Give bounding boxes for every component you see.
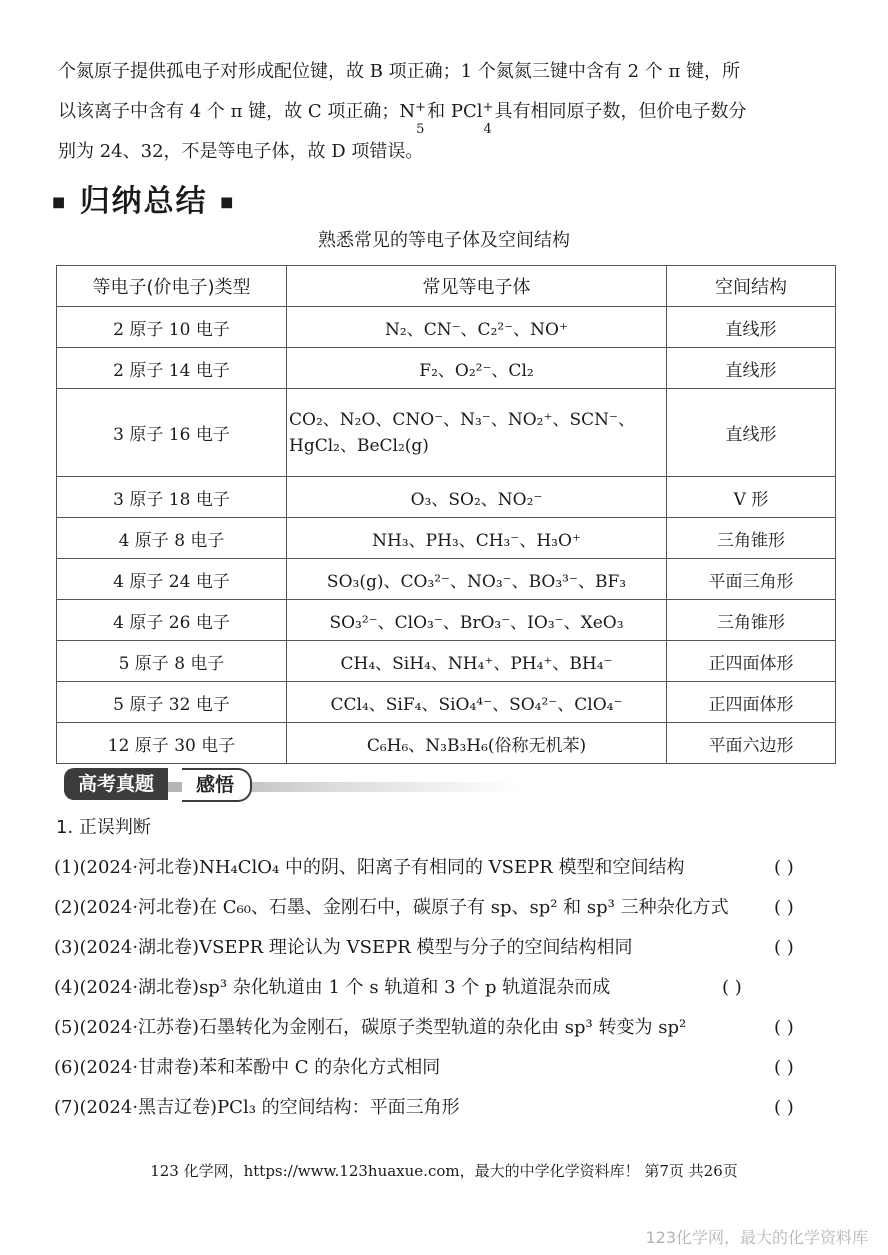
- question-item: [54, 1008, 844, 1048]
- n5-superscript: +: [415, 100, 427, 115]
- shape-cell: 三角锥形: [667, 600, 836, 641]
- shape-cell: 平面六边形: [667, 723, 836, 764]
- banner-left-label: 高考真题: [64, 768, 168, 800]
- table-row: [57, 307, 836, 348]
- shape-cell: 直线形: [667, 307, 836, 348]
- column-header: 等电子(价电子)类型: [57, 266, 287, 307]
- species-cell: SO₃²⁻、ClO₃⁻、BrO₃⁻、IO₃⁻、XeO₃: [287, 600, 667, 641]
- column-header: 空间结构: [667, 266, 836, 307]
- question-text: (5)(2024·江苏卷)石墨转化为金刚石，碳原子类型轨道的杂化由 sp³ 转变为 sp²: [54, 1017, 687, 1038]
- answer-blank[interactable]: ( ): [774, 1057, 794, 1078]
- question-item: [54, 888, 844, 928]
- table-row: [57, 600, 836, 641]
- isoelectronic-table: [56, 265, 836, 764]
- answer-blank[interactable]: ( ): [774, 897, 794, 918]
- n5-charge: [415, 100, 427, 137]
- shape-cell: 直线形: [667, 389, 836, 477]
- square-bullet-icon: ■: [220, 194, 236, 211]
- question-item: [54, 1048, 844, 1088]
- question-item: [54, 928, 844, 968]
- question-text: (1)(2024·河北卷)NH₄ClO₄ 中的阴、阳离子有相同的 VSEPR 模型和空间结构: [54, 857, 685, 878]
- type-cell: 3 原子 16 电子: [57, 389, 287, 477]
- section-heading: [52, 176, 235, 220]
- question-text: (2)(2024·河北卷)在 C₆₀、石墨、金刚石中，碳原子有 sp、sp² 和 sp³ 三种杂化方式: [54, 897, 729, 918]
- intro-line-2-part-c: 具有相同原子数，但价电子数分: [494, 101, 747, 122]
- n5-subscript: 5: [416, 122, 425, 137]
- page-footer: 123 化学网，https://www.123huaxue.com，最大的中学化学资料库！ 第7页 共26页: [150, 1162, 738, 1180]
- question-item: [54, 1088, 844, 1128]
- banner-right-label: 感悟: [182, 768, 252, 802]
- species-cell: CCl₄、SiF₄、SiO₄⁴⁻、SO₄²⁻、ClO₄⁻: [287, 682, 667, 723]
- species-cell: O₃、SO₂、NO₂⁻: [287, 477, 667, 518]
- intro-line-2-part-a: 以该离子中含有 4 个 π 键，故 C 项正确；N: [58, 101, 416, 122]
- shape-cell: 平面三角形: [667, 559, 836, 600]
- type-cell: 2 原子 14 电子: [57, 348, 287, 389]
- table-row: [57, 348, 836, 389]
- table-row: [57, 723, 836, 764]
- intro-line-2-part-b: 和 PCl: [427, 101, 483, 122]
- question-text: (3)(2024·湖北卷)VSEPR 理论认为 VSEPR 模型与分子的空间结构相同: [54, 937, 633, 958]
- shape-cell: 直线形: [667, 348, 836, 389]
- intro-paragraph: [58, 52, 848, 172]
- intro-line-3: 别为 24、32，不是等电子体，故 D 项错误。: [58, 141, 424, 162]
- watermark: 123化学网，最大的化学资料库: [645, 1228, 868, 1247]
- species-cell: N₂、CN⁻、C₂²⁻、NO⁺: [287, 307, 667, 348]
- species-cell: CO₂、N₂O、CNO⁻、N₃⁻、NO₂⁺、SCN⁻、HgCl₂、BeCl₂(g): [287, 389, 667, 477]
- type-cell: 4 原子 24 电子: [57, 559, 287, 600]
- answer-blank[interactable]: ( ): [774, 857, 794, 878]
- pcl4-superscript: +: [482, 100, 494, 115]
- species-cell: SO₃(g)、CO₃²⁻、NO₃⁻、BO₃³⁻、BF₃: [287, 559, 667, 600]
- type-cell: 3 原子 18 电子: [57, 477, 287, 518]
- question-text: (4)(2024·湖北卷)sp³ 杂化轨道由 1 个 s 轨道和 3 个 p 轨道混杂而成: [54, 977, 611, 998]
- shape-cell: V 形: [667, 477, 836, 518]
- species-cell: NH₃、PH₃、CH₃⁻、H₃O⁺: [287, 518, 667, 559]
- shape-cell: 正四面体形: [667, 682, 836, 723]
- intro-line-2: [58, 92, 848, 137]
- answer-blank[interactable]: ( ): [774, 1097, 794, 1118]
- table-header-row: [57, 266, 836, 307]
- answer-blank[interactable]: ( ): [774, 937, 794, 958]
- table-row: [57, 559, 836, 600]
- table-row: [57, 682, 836, 723]
- pcl4-charge: [482, 100, 495, 137]
- section-banner: [64, 768, 520, 800]
- pcl4-subscript: 4: [483, 122, 492, 137]
- species-cell: F₂、O₂²⁻、Cl₂: [287, 348, 667, 389]
- square-bullet-icon: ■: [52, 194, 68, 211]
- answer-blank[interactable]: ( ): [722, 977, 742, 998]
- type-cell: 4 原子 8 电子: [57, 518, 287, 559]
- type-cell: 2 原子 10 电子: [57, 307, 287, 348]
- table-caption: 熟悉常见的等电子体及空间结构: [318, 230, 570, 251]
- question-text: (6)(2024·甘肃卷)苯和苯酚中 C 的杂化方式相同: [54, 1057, 441, 1078]
- table-row: [57, 641, 836, 682]
- species-cell: CH₄、SiH₄、NH₄⁺、PH₄⁺、BH₄⁻: [287, 641, 667, 682]
- type-cell: 12 原子 30 电子: [57, 723, 287, 764]
- type-cell: 5 原子 8 电子: [57, 641, 287, 682]
- table-row: [57, 477, 836, 518]
- type-cell: 4 原子 26 电子: [57, 600, 287, 641]
- table-row: [57, 389, 836, 477]
- question-item: [54, 848, 844, 888]
- question-item: [54, 968, 844, 1008]
- question-section: [54, 816, 844, 1128]
- question-heading: 1. 正误判断: [56, 817, 151, 838]
- shape-cell: 正四面体形: [667, 641, 836, 682]
- species-cell: C₆H₆、N₃B₃H₆(俗称无机苯): [287, 723, 667, 764]
- shape-cell: 三角锥形: [667, 518, 836, 559]
- type-cell: 5 原子 32 电子: [57, 682, 287, 723]
- column-header: 常见等电子体: [287, 266, 667, 307]
- section-title: 归纳总结: [79, 184, 208, 219]
- answer-blank[interactable]: ( ): [774, 1017, 794, 1038]
- table-row: [57, 518, 836, 559]
- intro-line-1: 个氮原子提供孤电子对形成配位键，故 B 项正确；1 个氮氮三键中含有 2 个 π 键，所: [58, 61, 741, 82]
- question-text: (7)(2024·黑吉辽卷)PCl₃ 的空间结构：平面三角形: [54, 1097, 460, 1118]
